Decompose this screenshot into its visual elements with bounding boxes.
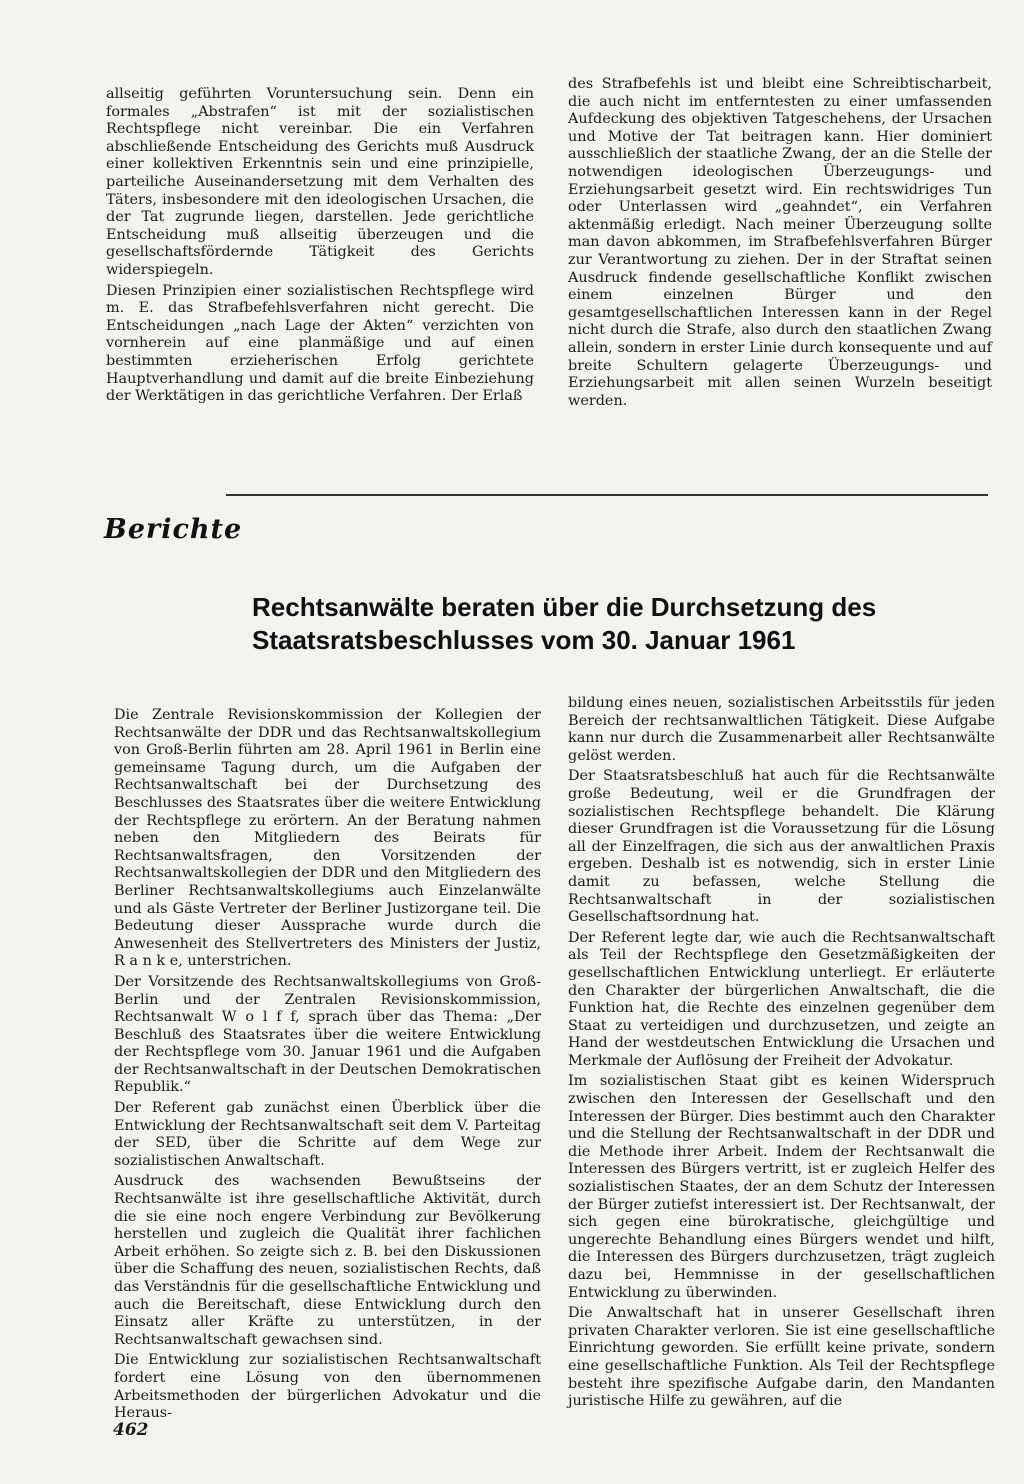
bottom-right-column — [568, 695, 995, 1414]
headline-line-1: Rechtsanwälte beraten über die Durchsetzung des — [252, 592, 877, 622]
section-divider — [226, 494, 988, 496]
paragraph: Die Anwaltschaft hat in unserer Gesellschaft ihren privaten Charakter verloren. Sie ist eine gesellschaftliche Einrichtung geworden. Sie erfüllt keine private, sondern eine gesellschaftliche Funktion. Als Teil der Rechtspflege besteht ihre spezifische Aufgabe darin, den Mandanten juristische Hilfe zu gewähren, auf die — [568, 1305, 995, 1410]
paragraph: Der Vorsitzende des Rechtsanwaltskollegiums von Groß-Berlin und der Zentralen Revisionskommission, Rechtsanwalt W o l f f, sprach über das Thema: „Der Beschluß des Staatsrates über die weitere Entwicklung der Rechtspflege vom 30. Januar 1961 und die Aufgaben der Rechtsanwaltschaft in der Deutschen Demokratischen Republik.“ — [114, 973, 541, 1096]
article-headline — [252, 591, 992, 657]
paragraph: Die Entwicklung zur sozialistischen Rechtsanwaltschaft fordert eine Lösung von den übernommenen Arbeitsmethoden der bürgerlichen Advokatur und die Heraus- — [114, 1352, 541, 1422]
paragraph: des Strafbefehls ist und bleibt eine Schreibtischarbeit, die auch nicht im entferntesten zu einer umfassenden Aufdeckung des objektiven Tatgeschehens, der Ursachen und Motive der Tat beitragen kann. Hier dominiert ausschließlich der staatliche Zwang, der an die Stelle der notwendigen ideologischen Überzeugungs- und Erziehungsarbeit gesetzt wird. Ein rechtswidriges Tun oder Unterlassen wird „geahndet“, ein Verfahren aktenmäßig erledigt. Nach meiner Überzeugung sollte man davon abkommen, im Strafbefehlsverfahren Bürger zur Verantwortung zu ziehen. Der in der Straftat seinen Ausdruck findende gesellschaftliche Konflikt zwischen einem einzelnen Bürger und den gesamtgesellschaftlichen Interessen kann in der Regel nicht durch die Strafe, also durch den staatlichen Zwang allein, sondern in erster Linie durch konsequente und auf breite Schultern gelagerte Überzeugungs- und Erziehungsarbeit mit allen seinen Wurzeln beseitigt werden. — [568, 76, 992, 409]
paragraph: Im sozialistischen Staat gibt es keinen Widerspruch zwischen den Interessen der Gesellschaft und den Interessen der Bürger. Dies bestimmt auch den Charakter und die Stellung der Rechtsanwaltschaft in der DDR und die Methode ihrer Arbeit. Indem der Rechtsanwalt die Interessen des Bürgers vertritt, ist er zugleich Helfer des sozialistischen Staates, der an dem Schutz der Interessen der Bürger zutiefst interessiert ist. Der Rechtsanwalt, der sich gegen eine bürokratische, gleichgültige und ungerechte Behandlung eines Bürgers wendet und hilft, die Interessen des Bürgers durchzusetzen, trägt zugleich dazu bei, Hemmnisse in der gesellschaftlichen Entwicklung zu überwinden. — [568, 1073, 995, 1301]
paragraph: Der Staatsratsbeschluß hat auch für die Rechtsanwälte große Bedeutung, weil er die Grundfragen der sozialistischen Rechtspflege behandelt. Die Klärung dieser Grundfragen ist die Voraussetzung für die Lösung all der Einzelfragen, die sich aus der anwaltlichen Praxis ergeben. Deshalb ist es notwendig, sich in erster Linie damit zu befassen, welche Stellung die Rechtsanwaltschaft in der sozialistischen Gesellschaftsordnung hat. — [568, 768, 995, 926]
section-label: Berichte — [104, 514, 243, 545]
page-number: 462 — [113, 1420, 149, 1440]
top-left-column — [106, 86, 534, 409]
paragraph: Ausdruck des wachsenden Bewußtseins der Rechtsanwälte ist ihre gesellschaftliche Aktivität, durch die sie eine noch engere Verbindung zur Bevölkerung herstellen und zugleich die Qualität ihrer fachlichen Arbeit erhöhen. So zeigte sich z. B. bei den Diskussionen über die Schaffung des neuen, sozialistischen Rechts, daß das Verständnis für die gesellschaftliche Entwicklung und auch die Bereitschaft, diese Entwicklung durch den Einsatz aller Kräfte zu unterstützen, in der Rechtsanwaltschaft gewachsen sind. — [114, 1173, 541, 1348]
headline-line-2: Staatsratsbeschlusses vom 30. Januar 1961 — [252, 625, 796, 655]
paragraph: Diesen Prinzipien einer sozialistischen Rechtspflege wird m. E. das Strafbefehlsverfahren nicht gerecht. Die Entscheidungen „nach Lage der Akten“ verzichten von vornherein auf eine planmäßige und auf einen bestimmten erzieherischen Erfolg gerichtete Hauptverhandlung und damit auf die breite Einbeziehung der Werktätigen in das gerichtliche Verfahren. Der Erlaß — [106, 282, 534, 405]
paragraph: Der Referent gab zunächst einen Überblick über die Entwicklung der Rechtsanwaltschaft seit dem V. Parteitag der SED, über die Schritte auf dem Wege zur sozialistischen Anwaltschaft. — [114, 1100, 541, 1169]
bottom-left-column — [114, 707, 541, 1426]
paragraph: allseitig geführten Voruntersuchung sein. Denn ein formales „Abstrafen“ ist mit der sozialistischen Rechtspflege nicht vereinbar. Die ein Verfahren abschließende Entscheidung des Gerichts muß Ausdruck einer kollektiven Erkenntnis sein und eine prinzipielle, parteiliche Auseinandersetzung mit dem Verhalten des Täters, insbesondere mit den ideologischen Ursachen, die der Tat zugrunde liegen, darstellen. Jede gerichtliche Entscheidung muß allseitig überzeugen und die gesellschaftsfördernde Tätigkeit des Gerichts widerspiegeln. — [106, 86, 534, 278]
paragraph: Die Zentrale Revisionskommission der Kollegien der Rechtsanwälte der DDR und das Rechtsanwaltskollegium von Groß-Berlin führten am 28. April 1961 in Berlin eine gemeinsame Tagung durch, um die Aufgaben der Rechtsanwaltschaft bei der Durchsetzung des Beschlusses des Staatsrates über die weitere Entwicklung der Rechtspflege zu erörtern. An der Beratung nahmen neben den Mitgliedern des Beirats für Rechtsanwaltsfragen, den Vorsitzenden der Rechtsanwaltskollegien der DDR und den Mitgliedern des Berliner Rechtsanwaltskollegiums auch Einzelanwälte und als Gäste Vertreter der Berliner Justizorgane teil. Die Bedeutung dieser Aussprache wurde durch die Anwesenheit des Stellvertreters des Ministers der Justiz, R a n k e, unterstrichen. — [114, 707, 541, 970]
top-right-column — [568, 76, 992, 413]
paragraph: bildung eines neuen, sozialistischen Arbeitsstils für jeden Bereich der rechtsanwaltlichen Tätigkeit. Diese Aufgabe kann nur durch die Zusammenarbeit aller Rechtsanwälte gelöst werden. — [568, 695, 995, 764]
paragraph: Der Referent legte dar, wie auch die Rechtsanwaltschaft als Teil der Rechtspflege den Gesetzmäßigkeiten der gesellschaftlichen Entwicklung unterliegt. Er erläuterte den Charakter der bürgerlichen Anwaltschaft, die die Funktion hat, die Rechte des einzelnen gegenüber dem Staat zu verteidigen und durchzusetzen, und zeigte an Hand der westdeutschen Entwicklung die Ursachen und Merkmale der Auflösung der Freiheit der Advokatur. — [568, 929, 995, 1069]
